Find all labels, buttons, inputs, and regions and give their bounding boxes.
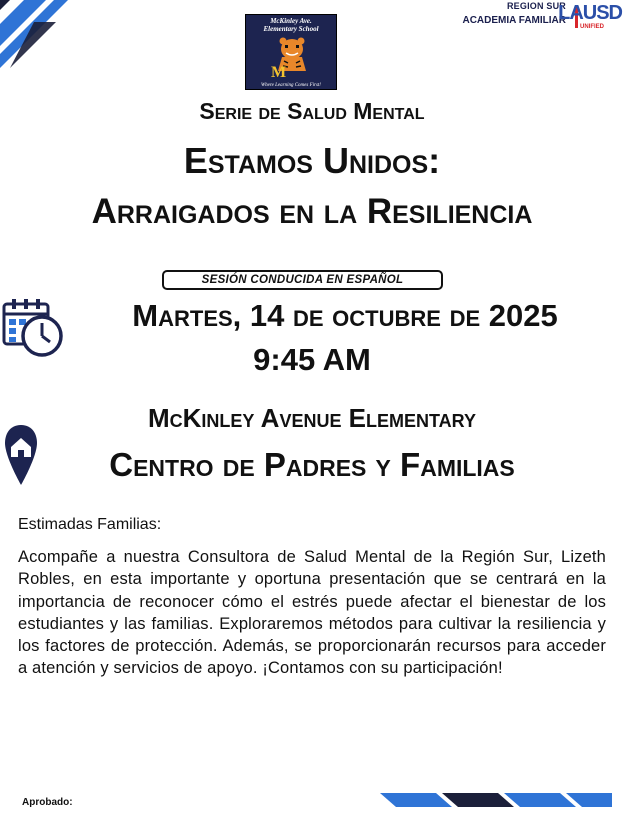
school-logo-tagline: Where Learning Comes First! [261, 83, 321, 88]
bottom-stripes-decoration [380, 793, 612, 807]
school-logo [245, 14, 337, 90]
main-title-line1: Estamos Unidos: [183, 140, 441, 181]
logo-letter: M [271, 64, 287, 79]
session-language-badge: SESIÓN CONDUCIDA EN ESPAÑOL [162, 270, 443, 290]
greeting: Estimadas Familias: [18, 516, 162, 533]
district-region-label: REGION SUR [506, 1, 566, 11]
event-date: Martes, 14 de octubre de 2025 [132, 298, 558, 333]
district-academy-label: ACADEMIA FAMILIAR [462, 15, 566, 26]
series-title: Serie de Salud Mental [199, 98, 425, 124]
lausd-logo-sub: UNIFIED [580, 24, 604, 30]
approved-label: Aprobado: [22, 797, 73, 808]
school-logo-line1: McKinley Ave. [270, 17, 312, 25]
lausd-logo-mark: LAUSD [558, 2, 622, 24]
school-logo-line2: Elementary School [263, 25, 319, 33]
location-name: McKinley Avenue Elementary [147, 403, 477, 433]
body-paragraph: Acompañe a nuestra Consultora de Salud Mental de la Región Sur, Lizeth Robles, en esta importante y oportuna presentación que se centrará en la importancia de reconocer cómo el estrés puede afectar el bienestar de los estudiantes y las familias. Exploraremos métodos para cultivar la resiliencia y los factores de protección. Además, se proporcionarán recursos para acceder a atención y servicios de apoyo. ¡Contamos con su participación! [18, 548, 606, 678]
main-title-line2: Arraigados en la Resiliencia [91, 192, 533, 231]
corner-stripes-decoration [0, 0, 80, 80]
location-room: Centro de Padres y Familias [109, 446, 515, 483]
event-time: 9:45 AM [253, 342, 371, 377]
tiger-mascot-icon [268, 35, 316, 79]
